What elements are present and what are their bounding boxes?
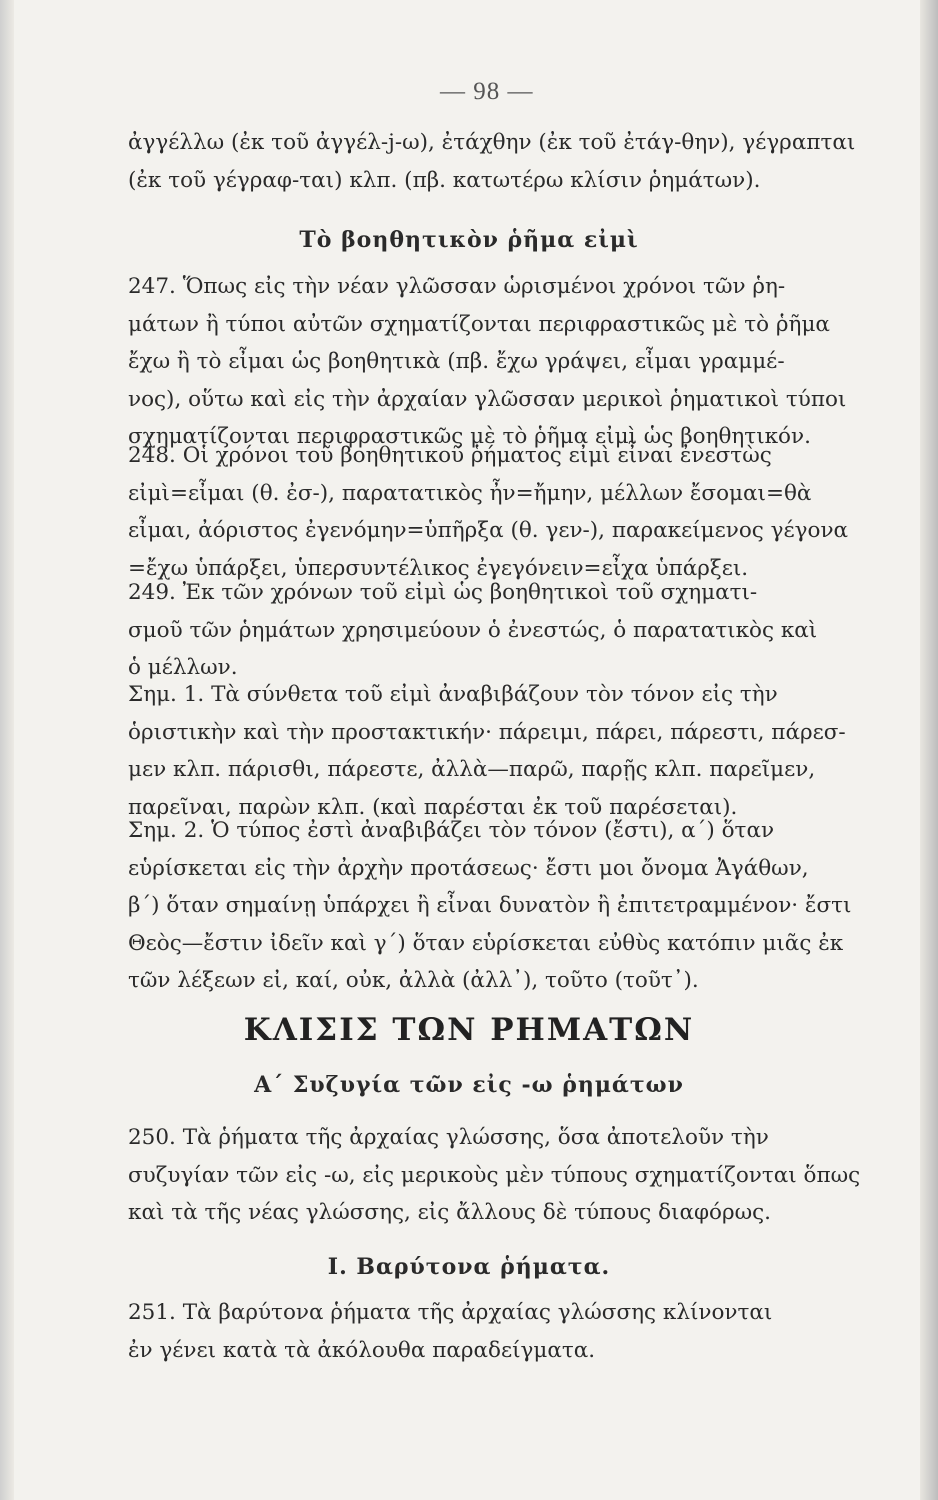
text-line: συζυγίαν τῶν εἰς -ω, εἰς μερικοὺς μὲν τύπους σχηματίζονται ὅπως (128, 1162, 861, 1188)
text-line: ἐν γένει κατὰ τὰ ἀκόλουθα παραδείγματα. (128, 1337, 596, 1363)
text-line: β΄) ὅταν σημαίνῃ ὑπάρχει ἢ εἶναι δυνατὸν ἢ ἐπιτετραμμένον· ἔστι (128, 893, 852, 918)
note-1 (128, 676, 880, 826)
text-line: εὑρίσκεται εἰς τὴν ἀρχὴν προτάσεως· ἔστι μοι ὄνομα Ἀγάθων, (128, 855, 809, 881)
text-line: εἶμαι, ἀόριστος ἐγενόμην=ὑπῆρξα (θ. γεν-), παρακείμενος γέγονα (128, 518, 849, 543)
note-2 (128, 812, 880, 1000)
text-line: (ἐκ τοῦ γέγραφ-ται) κλπ. (πβ. κατωτέρω κλίσιν ῥημάτων). (128, 167, 761, 193)
paragraph-250 (128, 1119, 880, 1232)
text-line: σχηματίζονται περιφραστικῶς μὲ τὸ ῥῆμα εἰμὶ ὡς βοηθητικόν. (128, 424, 811, 449)
text-line: Σημ. 1. Τὰ σύνθετα τοῦ εἰμὶ ἀναβιβάζουν τὸν τόνον εἰς τὴν (128, 682, 778, 707)
text-line: σμοῦ τῶν ῥημάτων χρησιμεύουν ὁ ἐνεστώς, ὁ παρατατικὸς καὶ (128, 617, 818, 643)
text-line: παρεῖναι, παρὼν κλπ. (καὶ παρέσται ἐκ τοῦ παρέσεται). (128, 794, 738, 820)
text-line: καὶ τὰ τῆς νέας γλώσσης, εἰς ἄλλους δὲ τύπους διαφόρως. (128, 1200, 772, 1225)
text-line: =ἔχω ὑπάρξει, ὑπερσυντέλικος ἐγεγόνειν=εἶχα ὑπάρξει. (128, 555, 749, 581)
text-line: 250. Τὰ ῥήματα τῆς ἀρχαίας γλώσσης, ὅσα ἀποτελοῦν τὴν (128, 1125, 769, 1150)
text-line: ἔχω ἢ τὸ εἶμαι ὡς βοηθητικὰ (πβ. ἔχω γράψει, εἶμαι γραμμέ- (128, 349, 785, 374)
paragraph-251 (128, 1294, 880, 1369)
text-line: Θεὸς—ἔστιν ἰδεῖν καὶ γ΄) ὅταν εὑρίσκεται εὐθὺς κατόπιν μιᾶς ἐκ (128, 930, 844, 956)
text-line: 248. Οἱ χρόνοι τοῦ βοηθητικοῦ ῥήματος εἰμὶ εἶναι ἐνεστὼς (128, 443, 772, 468)
text-line: 251. Τὰ βαρύτονα ῥήματα τῆς ἀρχαίας γλώσσης κλίνονται (128, 1300, 773, 1325)
paragraph-248 (128, 437, 880, 587)
intro-paragraph (128, 124, 880, 199)
text-line: 247. Ὅπως εἰς τὴν νέαν γλῶσσαν ὡρισμένοι χρόνοι τῶν ῥη- (128, 274, 786, 299)
text-line: μάτων ἢ τύποι αὐτῶν σχηματίζονται περιφραστικῶς μὲ τὸ ῥῆμα (128, 311, 830, 337)
heading-barytone-verbs: I. Βαρύτονα ῥήματα. (327, 1254, 611, 1280)
text-line: εἰμὶ=εἶμαι (θ. ἐσ-), παρατατικὸς ἦν=ἤμην, μέλλων ἔσομαι=θὰ (128, 480, 812, 506)
heading-verb-inflection: ΚΛΙΣΙΣ ΤΩΝ ΡΗΜΑΤΩΝ (243, 1012, 695, 1048)
text-line: μεν κλπ. πάρισθι, πάρεστε, ἀλλὰ—παρῶ, παρῇς κλπ. παρεῖμεν, (128, 757, 816, 782)
text-line: νος), οὕτω καὶ εἰς τὴν ἀρχαίαν γλῶσσαν μερικοὶ ῥηματικοὶ τύποι (128, 386, 847, 412)
page-number: — 98 — (440, 78, 534, 105)
text-line: ὁριστικὴν καὶ τὴν προστακτικήν· πάρειμι, πάρει, πάρεστι, πάρεσ- (128, 719, 846, 745)
paragraph-249 (128, 574, 880, 687)
heading-conjugation: Α΄ Συζυγία τῶν εἰς -ω ῥημάτων (254, 1072, 684, 1098)
text-line: ὁ μέλλων. (128, 655, 238, 680)
paragraph-247 (128, 268, 880, 456)
text-line: Σημ. 2. Ὁ τύπος ἐστὶ ἀναβιβάζει τὸν τόνον (ἔστι), α΄) ὅταν (128, 818, 775, 843)
heading-auxiliary-verb: Τὸ βοηθητικὸν ῥῆμα εἰμὶ (299, 227, 639, 253)
text-line: 249. Ἐκ τῶν χρόνων τοῦ εἰμὶ ὡς βοηθητικοὶ τοῦ σχηματι- (128, 580, 758, 605)
text-line: ἀγγέλλω (ἐκ τοῦ ἀγγέλ-j-ω), ἐτάχθην (ἐκ τοῦ ἐτάγ-θην), γέγραπται (128, 130, 856, 155)
text-line: τῶν λέξεων εἰ, καί, οὐκ, ἀλλὰ (ἀλλ᾽), τοῦτο (τοῦτ᾽). (128, 968, 699, 993)
